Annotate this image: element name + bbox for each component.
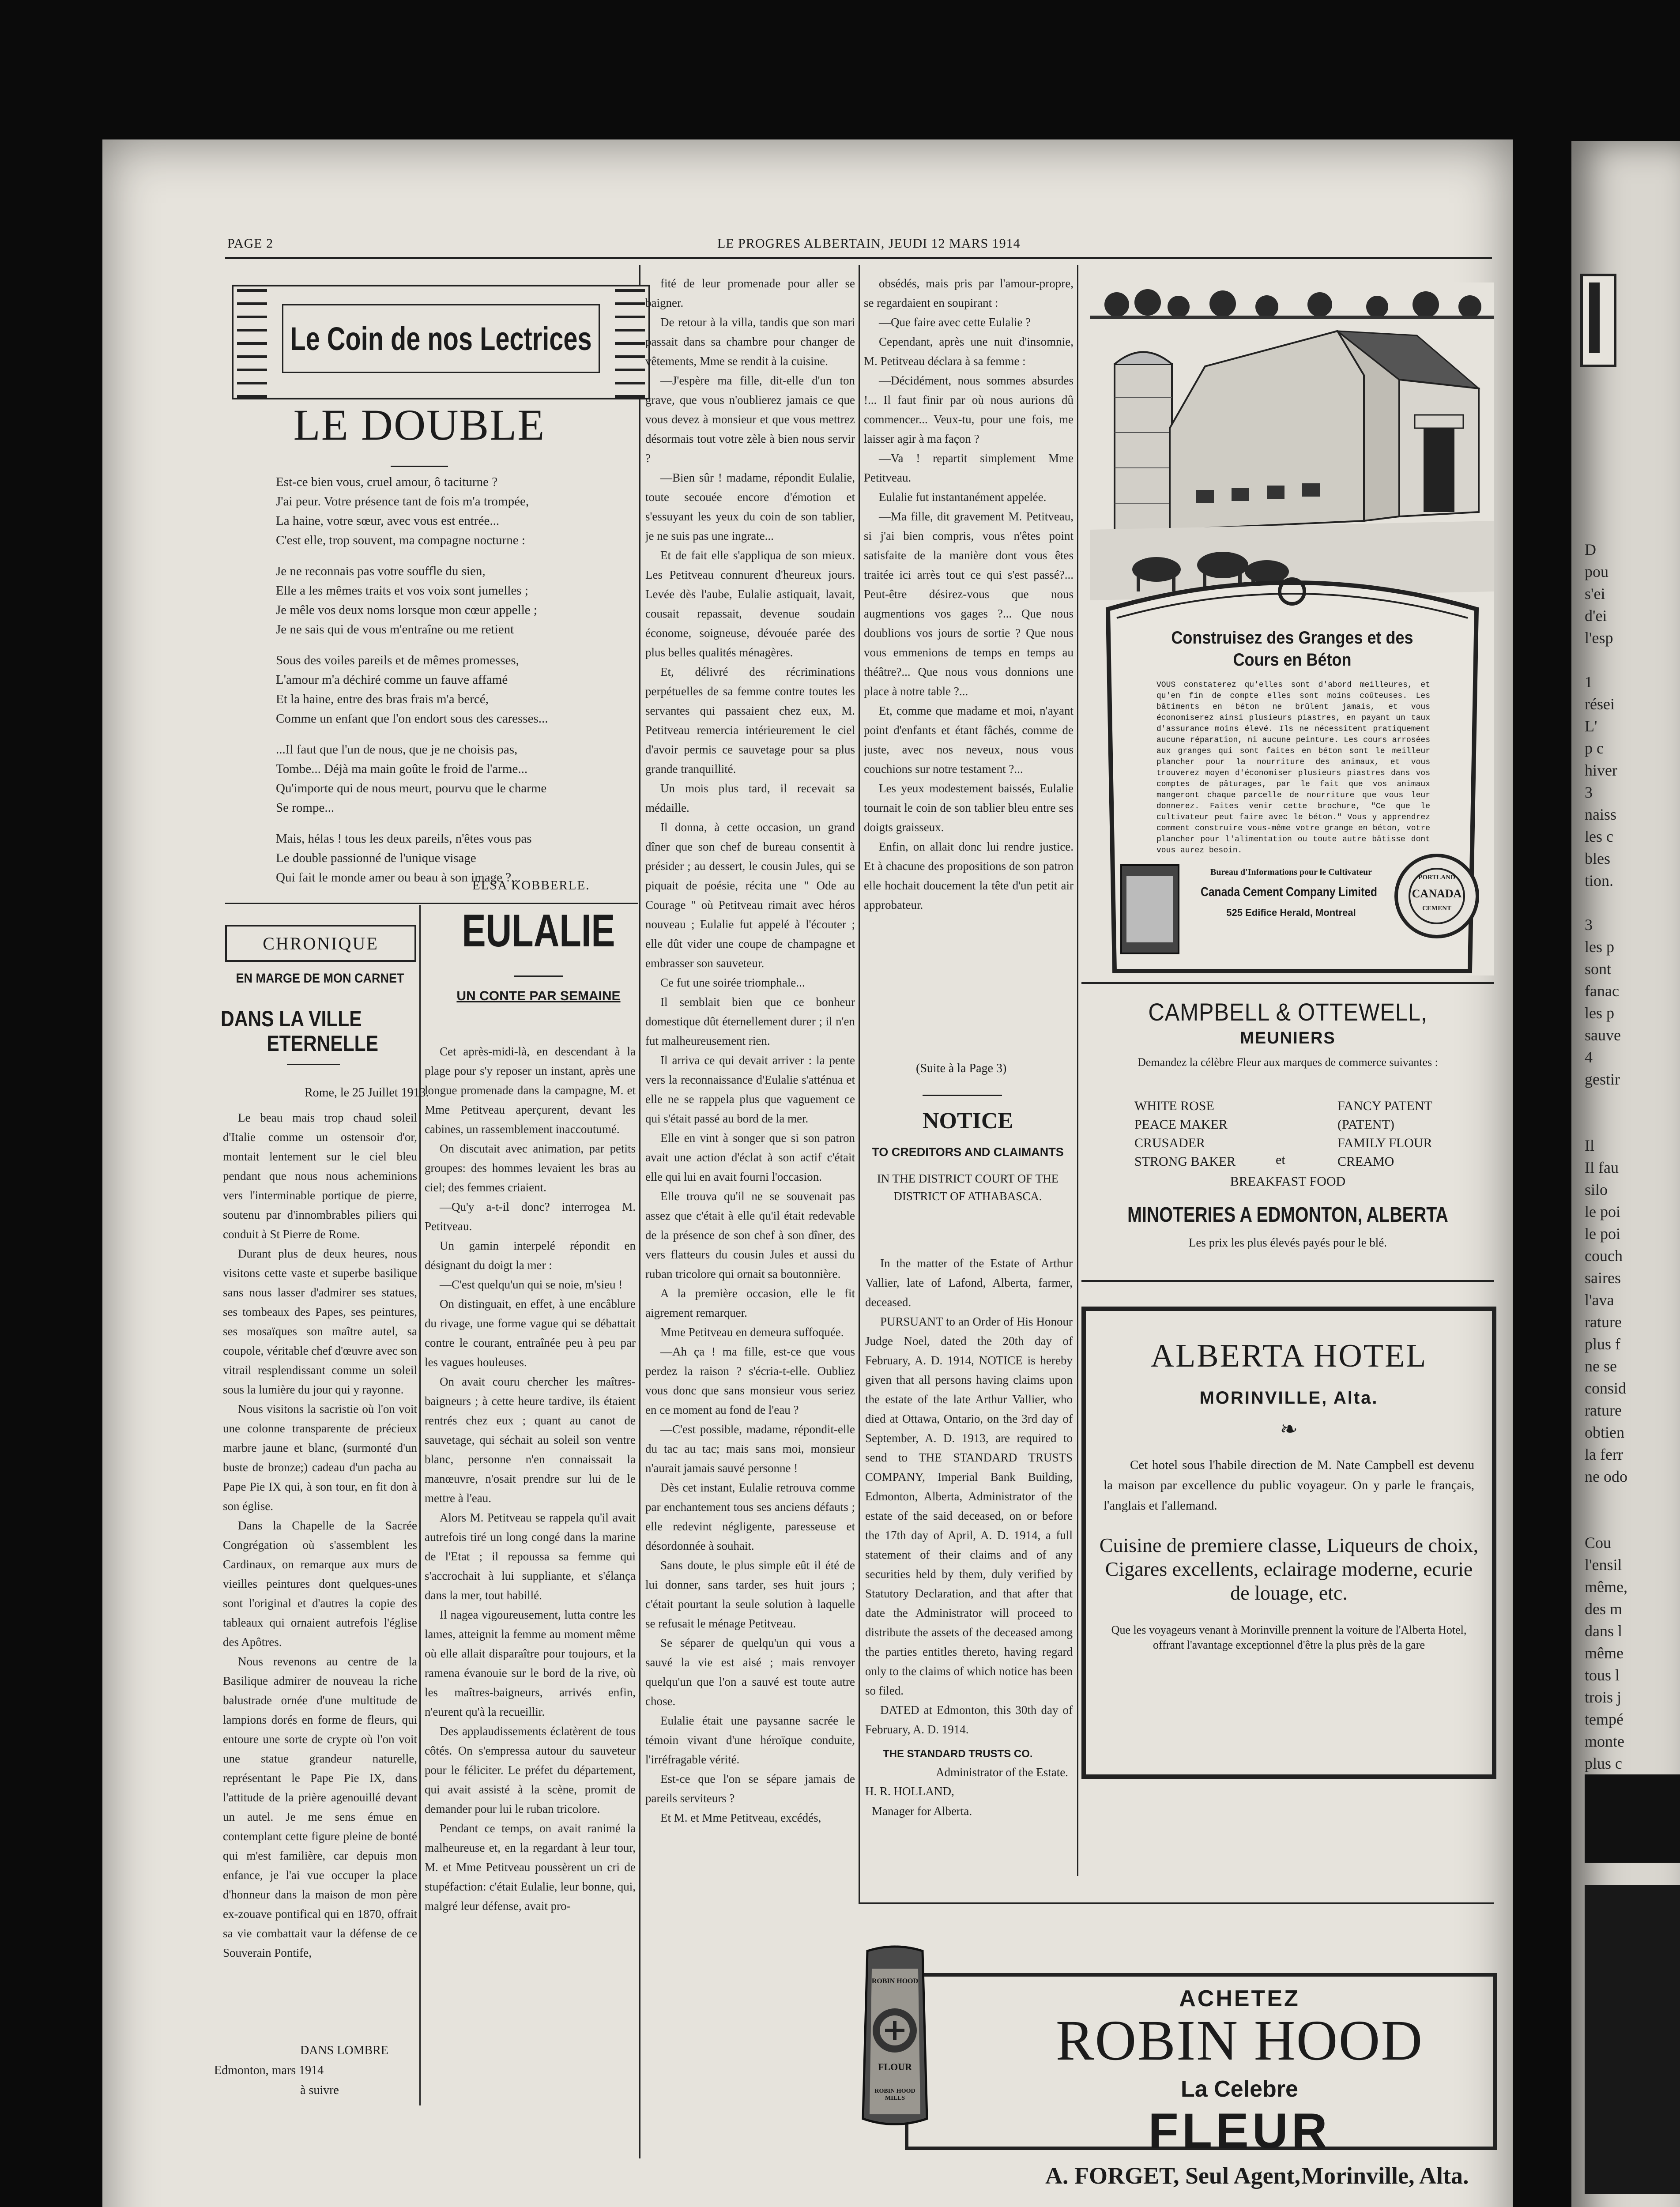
- eulalie-paragraph: Dès cet instant, Eulalie retrouva comme par enchantement tous ses anciens défauts ; elle redevint négligente, paresseuse et désordonnée à souhait.: [645, 1481, 855, 1552]
- eulalie-paragraph: Et, comme que madame et moi, n'ayant point d'enfants et étant fâchés, comme de juste, avec nos neveux, nous vous couchions sur notre testament ?...: [864, 704, 1074, 776]
- chronique-body: [223, 1108, 417, 2039]
- poem-stanza: [276, 472, 629, 550]
- poem-line: Et la haine, entre des bras frais m'a bercé,: [276, 692, 489, 706]
- cement-body: VOUS constaterez qu'elles sont d'abord meilleures, et qu'en fin de compte elles sont moins coûteuses. Les bâtiments en béton ne brûlent jamais, et vous économiserez ainsi plusieurs piastres, en payant un taux d'assurance moins élevé. Ils ne nécessitent pratiquement aucune réparation, ni aucune peinture. Les cours arrosées aux granges qui sont faites en béton sont le meilleur plancher pour la nourriture des animaux, et vous trouverez moyen d'économiser plusieurs piastres dans vos comptes de pâturages, par le fait que vos animaux mangeront chaque parcelle de nourriture que vous leur donnerez. Faites venir cette brochure, "Ce que le cultivateur peut faire avec le béton." Vous y apprendrez comment construire vous-même votre grange en béton, votre plancher pour l'alimentation ou toute autre bâtisse dont vous aurez besoin.: [1156, 681, 1430, 855]
- flour-brand: (PATENT): [1337, 1117, 1394, 1132]
- robin-place: Morinville, Alta.: [1301, 2162, 1469, 2189]
- poem-line: Je mêle vos deux noms lorsque mon cœur appelle ;: [276, 603, 537, 617]
- column-rule: [639, 265, 640, 2158]
- robin-brand: ROBIN HOOD: [1055, 2009, 1424, 2072]
- robin-hood-ad: [905, 1973, 1497, 2189]
- hotel-ornament-icon: ❧: [1280, 1418, 1298, 1441]
- coin-banner-title: Le Coin de nos Lectrices: [290, 320, 592, 357]
- hotel-title: ALBERTA HOTEL: [1150, 1338, 1428, 1374]
- sack-bot-text: ROBIN HOOD MILLS: [874, 2088, 915, 2102]
- chronique-title-line2: ETERNELLE: [267, 1031, 378, 1056]
- notice-company: THE STANDARD TRUSTS CO.: [883, 1748, 1033, 1760]
- eulalie-paragraph: Se séparer de quelqu'un qui vous a sauvé la vie est aisé ; mais renvoyer quelqu'un que l'on a sauvé est toute autre chose.: [645, 1636, 855, 1708]
- eulalie-paragraph: On avait couru chercher les maîtres-baigneurs ; à cette heure tardive, ils étaient rentrés chez eux ; quant au canot de sauvetage, qui séchait au soleil son ventre blanc, personne n'en connaissait la manœuvre, n'osait prendre sur lui de le mettre à l'eau.: [425, 1375, 636, 1505]
- eulalie-paragraph: Cet après-midi-là, en descendant à la plage pour s'y reposer un instant, après une longue promenade dans la campagne, M. et Mme Petitveau aperçurent, devant les cabines, un rassemblement inaccoutumé.: [425, 1045, 636, 1136]
- poem-line: Qu'importe qui de nous meurt, pourvu que le charme: [276, 781, 547, 795]
- notice-title: NOTICE: [922, 1108, 1013, 1134]
- flour-brand: FANCY PATENT: [1337, 1099, 1432, 1113]
- sack-mid-text: FLOUR: [878, 2061, 912, 2072]
- eulalie-suite: (Suite à la Page 3): [916, 1062, 1007, 1075]
- eulalie-column-3: [864, 274, 1074, 1059]
- chronique-title-line1: DANS LA VILLE: [221, 1006, 362, 1031]
- flour-brand: FAMILY FLOUR: [1337, 1136, 1432, 1150]
- chronique-paragraph: Durant plus de deux heures, nous visitons cette vaste et superbe basilique sans nous lasser d'admirer ses statues, ses tombeaux des Papes, ses peintures, ses mosaïques son maître autel, sa coupole, véritable chef d'œuvre avec son vitrail resplendissant comme un soleil sous la lumière du jour qui y rayonne.: [223, 1247, 417, 1396]
- poem-line: Tombe... Déjà ma main goûte le froid de l'arme...: [276, 762, 528, 776]
- chronique-paragraph: Nous revenons au centre de la Basilique admirer de nouveau la riche balustrade ornée d'une multitude de lampions dorés en forme de fleurs, qui entoure une sorte de crypte où l'on voit une statue grandeur naturelle, représentant le Pape Pie IX, dans l'attitude de la prière agenouillé devant un autel. Je me sens émue en contemplant cette figure pleine de bonté qui m'est familière, car depuis mon enfance, je l'ai vue occuper la place d'honneur dans la maison de mon père ex-zouave pontifical qui en 1870, offrait sa vie combattait vaur la défense de ce Souverain Pontife,: [223, 1655, 417, 1959]
- eulalie-paragraph: —Va ! repartit simplement Mme Petitveau.: [864, 452, 1074, 484]
- eulalie-paragraph: Eulalie fut instantanément appelée.: [879, 490, 1047, 504]
- poem-line: ...Il faut que l'un de nous, que je ne choisis pas,: [276, 742, 518, 757]
- chronique-suivre: à suivre: [300, 2083, 339, 2097]
- eulalie-paragraph: —J'espère ma fille, dit-elle d'un ton grave, que vous n'oublierez jamais ce que vous devez à monsieur et que vous mettrez désormais tout votre zèle à bien nous servir ?: [645, 374, 855, 465]
- poem-line: Sous des voiles pareils et de mêmes promesses,: [276, 653, 519, 667]
- cement-seal-bot: CEMENT: [1422, 905, 1451, 912]
- eulalie-paragraph: Les yeux modestement baissés, Eulalie tournait le coin de son tablier bleu entre ses doigts graisseux.: [864, 782, 1074, 834]
- chronique-dateline: Rome, le 25 Juillet 1913.: [305, 1086, 429, 1100]
- eulalie-paragraph: Il semblait bien que ce bonheur domestique dût éternellement durer ; il n'en fut malheureusement rien.: [645, 995, 855, 1047]
- ornament-left: [237, 286, 267, 398]
- title-rule: [514, 975, 563, 977]
- cement-seal-mid: CANADA: [1412, 887, 1462, 900]
- eulalie-paragraph: Cependant, après une nuit d'insomnie, M. Petitveau déclara à sa femme :: [864, 335, 1074, 368]
- poem-line: C'est elle, trop souvent, ma compagne nocturne :: [276, 533, 525, 547]
- poem-line: Le double passionné de l'unique visage: [276, 851, 476, 865]
- robin-agent: A. FORGET, Seul Agent,: [1045, 2162, 1301, 2189]
- eulalie-paragraph: On discutait avec animation, par petits groupes: des hommes levaient les bras au ciel; des femmes criaient.: [425, 1142, 636, 1194]
- poem-stanza: [276, 651, 629, 728]
- campbell-title: CAMPBELL & OTTEWELL,: [1148, 998, 1428, 1026]
- poem-line: Mais, hélas ! tous les deux pareils, n'êtes vous pas: [276, 832, 532, 846]
- ad-rule: [1081, 982, 1494, 984]
- adjacent-page: [1571, 141, 1680, 2207]
- notice-body: [865, 1254, 1073, 1783]
- poem-author: ELSA KOBBERLE.: [472, 878, 590, 893]
- hotel-transport: Que les voyageurs venant à Morinville prennent la voiture de l'Alberta Hotel, offrant l'avantage exceptionnel d'être la plus près de la gare: [1111, 1623, 1467, 1651]
- flour-brand: CRUSADER: [1134, 1136, 1205, 1150]
- campbell-mills: MINOTERIES A EDMONTON, ALBERTA: [1127, 1203, 1448, 1227]
- eulalie-paragraph: Mme Petitveau en demeura suffoquée.: [660, 1326, 844, 1339]
- hotel-intro: Cet hotel sous l'habile direction de M. Nate Campbell est devenu la maison par excellence du public voyageur. On y parle le français, l'anglais et l'allemand.: [1104, 1458, 1474, 1513]
- cement-ad: [1090, 282, 1494, 975]
- eulalie-paragraph: Pendant ce temps, on avait ranimé la malheureuse et, en la regardant à leur tour, M. et Mme Petitveau poussèrent un cri de stupéfaction: c'était Eulalie, leur bonne, qui, malgré leur défense, avait pro-: [425, 1822, 636, 1913]
- flour-brand: PEACE MAKER: [1134, 1117, 1228, 1132]
- eulalie-title: EULALIE: [462, 905, 615, 957]
- eulalie-paragraph: —Bien sûr ! madame, répondit Eulalie, toute secouée encore d'émotion et s'essuyant les yeux du coin de son tablier, je ne suis pas une ingrate...: [645, 471, 855, 542]
- eulalie-paragraph: —C'est possible, madame, répondit-elle du tac au tac; mais sans moi, monsieur n'aurait jamais sauvé personne !: [645, 1423, 855, 1475]
- chronique-subkicker: EN MARGE DE MON CARNET: [236, 971, 404, 986]
- hotel-ad: [1081, 1307, 1496, 1779]
- ad-rule: [859, 1902, 1494, 1904]
- section-rule: [225, 903, 638, 904]
- title-rule: [391, 466, 448, 467]
- masthead: LE PROGRES ALBERTAIN, JEUDI 12 MARS 1914: [717, 236, 1021, 251]
- hotel-services: Cuisine de premiere classe, Liqueurs de choix, Cigares excellents, eclairage moderne, ecurie de louage, etc.: [1099, 1534, 1479, 1604]
- header-rule: [225, 257, 1492, 259]
- poem: [276, 472, 629, 899]
- campbell-brands-left: [1134, 1097, 1236, 1171]
- coin-banner: [232, 285, 650, 399]
- adjacent-page-text: D pou s'ei d'ei l'esp 1 rései L' p c hiver 3 naiss les c bles tion. 3 les p sont fanac les p sauve 4 gestir Il Il fau silo le poi le poi couch saires l'ava rature plus f ne se consid rature obtien la ferr ne odo Cou l'ensil même, des m dans l même tous l trois j tempé monte plus c: [1585, 541, 1627, 1772]
- chronique-paragraph: Dans la Chapelle de la Sacrée Congrégation où s'assemblent les Cardinaux, on remarque aux murs de vieilles peintures dont quelques-unes sont l'original et d'autres la copie des tableaux qui ornaient autrefois l'église des Apôtres.: [223, 1519, 417, 1649]
- eulalie-column-2: [645, 274, 855, 2150]
- eulalie-paragraph: Alors M. Petitveau se rappela qu'il avait autrefois tiré un long congé dans la marine de l'Etat ; il repoussa sa femme qui s'accrochait à lui suppliante, et s'élança dans la mer, tout habillé.: [425, 1511, 636, 1602]
- adjacent-page-block: [1585, 1774, 1680, 1863]
- chronique-paragraph: Le beau mais trop chaud soleil d'Italie comme un ostensoir d'or, montait lentement sur le ciel bleu pendant que nous nous acheminions vers l'interminable portique de pierre, soutenu par d'innombrables piliers qui conduit à St Pierre de Rome.: [223, 1111, 417, 1241]
- eulalie-paragraph: —Qu'y a-t-il donc? interrogea M. Petitveau.: [425, 1200, 636, 1233]
- sack-top-text: ROBIN HOOD: [871, 1977, 919, 1985]
- hotel-place: MORINVILLE, Alta.: [1199, 1388, 1379, 1408]
- eulalie-paragraph: —Ma fille, dit gravement M. Petitveau, si j'ai bien compris, vous n'êtes point satisfaite de la manière dont vous êtes traitée ici arrès tout ce qui s'est passé?... Peut-être désirez-vous que nous augmentions vos gages ?... Que nous doublions vos jours de sortie ? Que nous vous emmenions de temps en temps au théâtre?... Que nous vous donnions une place à notre table ?...: [864, 510, 1074, 698]
- eulalie-paragraph: —Ah ça ! ma fille, est-ce que vous perdez la raison ? s'écria-t-elle. Oubliez vous donc que sans monsieur vous seriez en ce moment au fond de l'eau ?: [645, 1345, 855, 1416]
- notice-admin: Administrator of the Estate.: [936, 1766, 1068, 1779]
- campbell-ask: Demandez la célèbre Fleur aux marques de commerce suivantes :: [1138, 1056, 1438, 1069]
- adjacent-page-box: [1580, 274, 1616, 367]
- campbell-and: et: [1276, 1152, 1285, 1167]
- poem-line: Est-ce bien vous, cruel amour, ô taciturne ?: [276, 475, 498, 489]
- robin-fleur: FLEUR: [1148, 2103, 1331, 2158]
- eulalie-paragraph: Est-ce que l'on se sépare jamais de pareils serviteurs ?: [645, 1772, 855, 1805]
- robin-achetez: ACHETEZ: [1179, 1986, 1300, 2011]
- chronique-kicker: CHRONIQUE: [263, 933, 379, 953]
- chronique-paragraph: Nous visitons la sacristie où l'on voit une colonne transparente de précieux marbre jaune et blanc, (surmonté d'un buste de bronze;) cadeau d'un pacha au Pape Pie IX qui, à son tour, en fit don à son église.: [223, 1402, 417, 1513]
- notice-role: Manager for Alberta.: [872, 1804, 972, 1818]
- notice-subtitle: TO CREDITORS AND CLAIMANTS: [872, 1145, 1064, 1159]
- column-rule: [859, 265, 860, 1902]
- chronique-title: [221, 1006, 386, 1056]
- campbell-brands-right: [1337, 1097, 1432, 1171]
- poem-line: Je ne reconnais pas votre souffle du sien,: [276, 564, 486, 578]
- poem-stanza: [276, 561, 629, 639]
- poem-line: Qui fait le monde amer ou beau à son image ?...: [276, 870, 521, 885]
- eulalie-paragraph: Et, délivré des récriminations perpétuelles de sa femme contre toutes les servantes qui passaient chez eux, M. Petitveau remercia intérieurement le ciel d'avoir permis ce sauvetage pour sa plus grande tranquillité.: [645, 665, 855, 776]
- notice-court: IN THE DISTRICT COURT OF THE DISTRICT OF ATHABASCA.: [877, 1172, 1059, 1203]
- cement-address: 525 Edifice Herald, Montreal: [1226, 907, 1356, 918]
- notice-rule: [923, 1095, 1002, 1096]
- eulalie-paragraph: Il arriva ce qui devait arriver : la pente vers la reconnaissance d'Eulalie s'atténua et elle ne se rappela plus que vaguement ce qui s'était passé au bord de la mer.: [645, 1054, 855, 1125]
- chronique-signature: DANS LOMBRE: [300, 2044, 388, 2057]
- ornament-right: [615, 286, 645, 398]
- poem-line: L'amour m'a déchiré comme un fauve affamé: [276, 673, 508, 687]
- flour-brand: CREAMO: [1337, 1154, 1394, 1169]
- eulalie-paragraph: On distinguait, en effet, à une encâblure du rivage, une forme vague qui se débattait contre le courant, entraînée peu à peu par les vagues houleuses.: [425, 1297, 636, 1369]
- robin-celebre: La Celebre: [1181, 2076, 1298, 2102]
- eulalie-paragraph: —Décidément, nous sommes absurdes !... Il faut finir par où nous aurions dû commencer... Veux-tu, pour une fois, me laisser agir à ma façon ?: [864, 374, 1074, 445]
- eulalie-paragraph: Elle en vint à songer que si son patron avait une action d'éclat à son actif c'était elle qui lui en avait fourni l'occasion.: [645, 1131, 855, 1183]
- eulalie-subtitle: UN CONTE PAR SEMAINE: [456, 989, 621, 1003]
- page-number: PAGE 2: [227, 236, 274, 251]
- eulalie-column-1: [425, 1042, 636, 2114]
- eulalie-paragraph: Et M. et Mme Petitveau, excédés,: [660, 1811, 821, 1824]
- eulalie-paragraph: A la première occasion, elle le fit aigrement remarquer.: [645, 1287, 855, 1319]
- eulalie-paragraph: De retour à la villa, tandis que son mari passait dans sa chambre pour changer de vêtements, Mme se rendit à la cuisine.: [645, 316, 855, 368]
- eulalie-paragraph: obsédés, mais pris par l'amour-propre, se regardaient en soupirant :: [864, 277, 1074, 309]
- poem-stanza: [276, 740, 629, 817]
- eulalie-paragraph: Elle trouva qu'il ne se souvenait pas assez que c'était à elle qu'il était redevable de la présence de son chef à son dîner, des vers flatteurs du cousin Jules et aussi du ruban tricolore qui ornait sa boutonnière.: [645, 1190, 855, 1281]
- eulalie-paragraph: Enfin, on allait donc lui rendre justice. Et à chacune des propositions de son patron elle hochait doucement la tête d'un petit air approbateur.: [864, 840, 1074, 911]
- poem-line: La haine, votre sœur, avec vous est entrée...: [276, 514, 500, 528]
- title-rule: [287, 1064, 340, 1065]
- campbell-sub: MEUNIERS: [1240, 1029, 1336, 1047]
- poem-line: Elle a les mêmes traits et vos voix sont jumelles ;: [276, 584, 528, 598]
- notice-name: H. R. HOLLAND,: [865, 1785, 954, 1798]
- eulalie-paragraph: Il nagea vigoureusement, lutta contre les lames, atteignit la femme au moment même où elle allait disparaître pour toujours, et la ramena évanouie sur le bord de la rive, où les maîtres-baigneurs, arrivés enfin, n'eurent qu'à la recueillir.: [425, 1608, 636, 1718]
- poem-title: LE DOUBLE: [293, 400, 546, 449]
- notice-text: PURSUANT to an Order of His Honour Judge Noel, dated the 20th day of February, A. D. 1914, NOTICE is hereby given that all persons having claims upon the estate of the late Arthur Vallier, who died at Ottawa, Ontario, on the 3rd day of September, A. D. 1913, are required to send to THE STANDARD TRUSTS COMPANY, Imperial Bank Building, Edmonton, Alberta, Administrator of the estate of the said deceased, on or before the 17th day of April, A. D. 1914, a full statement of their claims and of any securities held by them, duly verified by Statutory Declaration, and that after that date the Administrator will proceed to distribute the assets of the deceased among the parties entitles thereto, having regard only to the claims of which notice has been so filed.: [865, 1315, 1073, 1697]
- flour-sack-icon: [859, 1942, 931, 2132]
- notice-matter: In the matter of the Estate of Arthur Vallier, late of Lafond, Alberta, farmer, deceased.: [865, 1257, 1073, 1309]
- eulalie-paragraph: —Que faire avec cette Eulalie ?: [879, 316, 1031, 329]
- poem-line: Comme un enfant que l'on endort sous des caresses...: [276, 712, 548, 726]
- poem-line: Je ne sais qui de vous m'entraîne ou me retient: [276, 622, 514, 636]
- flour-brand: WHITE ROSE: [1134, 1099, 1214, 1113]
- cement-title: Construisez des Granges et des Cours en Béton: [1171, 628, 1413, 670]
- poem-line: J'ai peur. Votre présence tant de fois m'a trompée,: [276, 494, 529, 508]
- eulalie-paragraph: Sans doute, le plus simple eût il été de lui donner, sans tarder, ses huit jours ; c'était pourtant la seule solution à laquelle se refusait le ménage Petitveau.: [645, 1559, 855, 1630]
- ad-rule: [1081, 1280, 1494, 1282]
- campbell-ad: [1081, 998, 1494, 1293]
- eulalie-paragraph: Et de fait elle s'appliqua de son mieux. Les Petitveau connurent d'heureux jours. Levée dès l'aube, Eulalie astiquait, lavait, cousait repassait, devenue soudain économe, soigneuse, dévouée parée des plus belles qualités ménagères.: [645, 549, 855, 659]
- column-rule: [419, 905, 421, 2105]
- eulalie-paragraph: Il donna, à cette occasion, un grand dîner que son chef de bureau consentit à présider ; au dessert, le cousin Jules, qui se piquait de poésie, récita une " Ode au Courage " où Petitveau rimait avec héros nouveau ; Eulalie fut appelé à l'écouter ; elle dût vider une coupe de champagne et embrasser son sauveteur.: [645, 821, 855, 970]
- flour-brand: STRONG BAKER: [1134, 1154, 1236, 1169]
- eulalie-paragraph: Un gamin interpelé répondit en désignant du doigt la mer :: [425, 1239, 636, 1272]
- cement-seal-top: PORTLAND: [1418, 874, 1455, 881]
- poem-line: Se rompe...: [276, 801, 335, 815]
- eulalie-paragraph: Eulalie était une paysanne sacrée le témoin vivant d'une héroïque conduite, l'irréfragable vérité.: [645, 1714, 855, 1766]
- eulalie-paragraph: Des applaudissements éclatèrent de tous côtés. On s'empressa autour du sauveteur pour le féliciter. Le préfet du département, qui avait assisté à la scène, promit de demander pour lui le ruban tricolore.: [425, 1725, 636, 1815]
- notice-dated: DATED at Edmonton, this 30th day of February, A. D. 1914.: [865, 1703, 1073, 1736]
- eulalie-paragraph: —C'est quelqu'un qui se noie, m'sieu !: [440, 1278, 623, 1291]
- eulalie-paragraph: Un mois plus tard, il recevait sa médaille.: [645, 782, 855, 814]
- chronique-place: Edmonton, mars 1914: [214, 2064, 324, 2077]
- cement-bureau: Bureau d'Informations pour le Cultivateur: [1210, 867, 1372, 877]
- eulalie-paragraph: Ce fut une soirée triomphale...: [660, 976, 805, 989]
- adjacent-page-block: [1585, 1885, 1680, 2194]
- column-rule: [1077, 265, 1078, 1876]
- cement-company: Canada Cement Company Limited: [1201, 885, 1377, 899]
- campbell-prices: Les prix les plus élevés payés pour le blé.: [1188, 1236, 1387, 1249]
- campbell-breakfast: BREAKFAST FOOD: [1230, 1174, 1346, 1189]
- chronique-kicker-box: [225, 925, 416, 962]
- eulalie-paragraph: fité de leur promenade pour aller se baigner.: [645, 277, 855, 309]
